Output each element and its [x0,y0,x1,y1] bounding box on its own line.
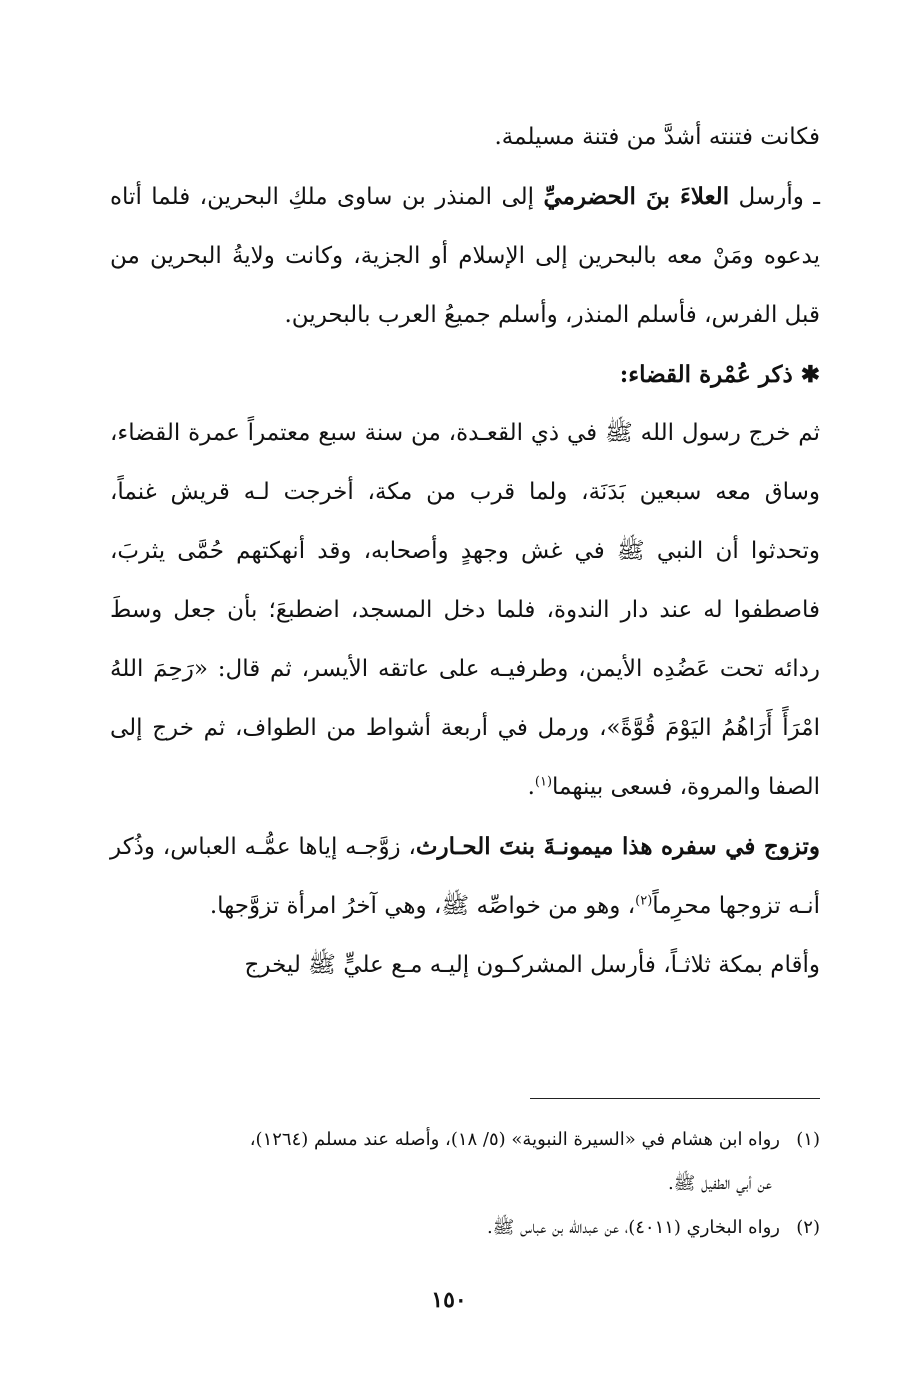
paragraph-4-text2: ، وهو من خواصِّه ﷺ، وهي آخرُ امرأة تزوَّجها. [209,893,636,919]
paragraph-1: فكانت فتنته أشدَّ من فتنة مسيلمة. [494,124,820,150]
paragraph-5: وأقام بمكة ثلاثـاً، فأرسل المشركـون إليـه مـع عليٍّ ﷺ ليخرج [244,952,820,978]
footnote-1 [108,1120,820,1160]
section-heading: ✱ ذكر عُمْرة القضاء: [619,361,820,388]
paragraph-2-rest: إلى المنذر بن ساوى ملكِ البحرين، فلما أتاه يدعوه ومَنْ معه بالبحرين إلى الإسلام أو الجزية، وكانت ولايةُ البحرين من قبل الفرس، فأسلم المنذر، وأسلم جميعُ العرب بالبحرين. [110,184,820,328]
footnote-2 [108,1208,820,1248]
footnotes [108,1120,820,1252]
footnote-2-text: رواه البخاري (٤٠١١)، عن عبدالله بن عباس ﷺ. [486,1217,780,1238]
footnote-ref-2[interactable]: (٢) [635,893,653,909]
paragraph-4-bold: وتزوج في سفره هذا ميمونـةَ بنتَ الحـارث [415,833,821,860]
paragraph-2 [110,167,820,345]
paragraph-3-text: ثم خرج رسول الله ﷺ في ذي القعـدة، من سنة سبع معتمراً عمرة القضاء، وساق معه سبعين بَدَنَة، ولما قرب من مكة، أخرجت لـه قريش غنماً، وتحدثوا أن النبي ﷺ في غش وجهدٍ وأصحابه، وقد أنهكتهم حُمَّى يثربَ، فاصطفوا له عند دار الندوة، فلما دخل المسجد، اضطبعَ؛ بأن جعل وسطَ ردائه تحت عَضُدِه الأيمن، وطرفيـه على عاتقه الأيسر، ثم قال: «رَحِمَ اللهُ امْرَأً أَرَاهُمُ اليَوْمَ قُوَّةً»، ورمل في أربعة أشواط من الطواف، ثم خرج إلى الصفا والمروة، فسعى بينهما [110,420,820,800]
paragraph-2-lead: ـ وأرسل [729,184,821,210]
main-text [110,108,820,995]
paragraph-4 [110,817,820,936]
paragraph-3 [110,404,820,817]
page-number: ١٥٠ [431,1287,467,1313]
footnote-divider [530,1098,820,1099]
paragraph-3-end: . [527,774,535,800]
paragraph-2-bold-name: العلاءَ بنَ الحضرميِّ [543,183,730,210]
footnote-1-continuation: عن أبي الطفيل ﷺ. [667,1173,772,1194]
footnote-1-text: رواه ابن هشام في «السيرة النبوية» (٥/ ١٨)، وأصله عند مسلم (١٢٦٤)، [249,1129,780,1150]
footnote-1-number: (١) [796,1129,820,1150]
footnote-ref-1[interactable]: (١) [534,774,553,790]
paragraph-4-text1: ، زوَّجـه إياها عمُّـه العباس، وذُكر أنـه تزوجها محرِماً [110,834,820,919]
footnote-2-number: (٢) [796,1217,820,1238]
